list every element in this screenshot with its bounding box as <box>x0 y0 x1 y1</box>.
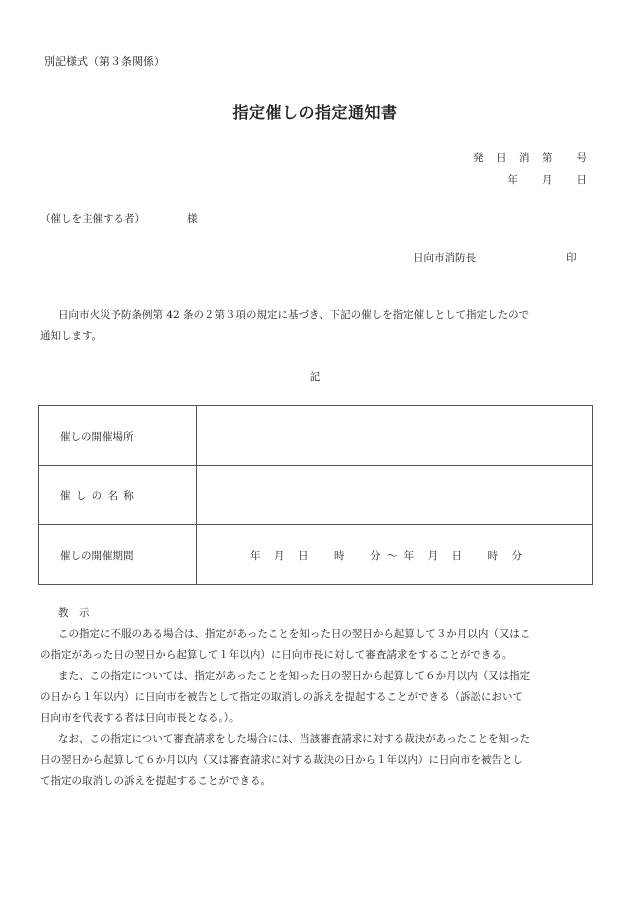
table-border-right <box>592 405 593 585</box>
notice-p3-line-1: なお、この指定について審査請求をした場合には、当該審査請求に対する裁決があったことを知った <box>58 733 531 745</box>
notice-p2-line-2: の日から１年以内）に日向市を被告として指定の取消しの訴えを提起することができる（訴訟において <box>40 691 523 703</box>
table-row-divider <box>38 524 593 525</box>
addressee-label: （催しを主催する者） <box>40 213 145 225</box>
table-border-left <box>38 405 39 585</box>
ki-heading: 記 <box>309 371 321 383</box>
notice-heading: 教 示 <box>58 607 90 619</box>
row-label-period: 催しの開催期間 <box>60 550 134 562</box>
notice-p1-line-2: の指定があった日の翌日から起算して１年以内）に日向市長に対して審査請求をすることができる。 <box>40 649 513 661</box>
row-label-event-name: 催 し の 名 称 <box>60 490 135 502</box>
issuer-name: 日向市消防長 <box>413 252 476 264</box>
date-line: 年 月 日 <box>507 174 588 186</box>
table-row-divider <box>38 465 593 466</box>
table-border-bottom <box>38 584 593 585</box>
seal-mark: 印 <box>566 252 577 264</box>
row-label-venue: 催しの開催場所 <box>60 431 134 443</box>
notice-section <box>40 603 600 792</box>
body-line-1: 日向市火災予防条例第 42 条の２第３項の規定に基づき、下記の催しを指定催しとして指定したので <box>58 309 530 321</box>
body-line-2: 通知します。 <box>40 330 103 342</box>
addressee-honorific: 様 <box>187 213 198 225</box>
notice-p2-line-1: また、この指定については、指定があったことを知った日の翌日から起算して６か月以内（又は指定 <box>58 670 531 682</box>
form-label: 別記様式（第３条関係） <box>44 55 165 68</box>
row-value-period: 年 月 日 時 分 〜 年 月 日 時 分 <box>250 550 524 562</box>
document-number-line: 発 日 消 第 号 <box>473 152 588 164</box>
notice-p3-line-2: 日の翌日から起算して６か月以内（又は審査請求に対する裁決の日から１年以内）に日向市を被告とし <box>40 754 523 766</box>
notice-p1-line-1: この指定に不服のある場合は、指定があったことを知った日の翌日から起算して３か月以内（又はこ <box>58 628 531 640</box>
body-paragraph <box>40 305 600 347</box>
page-title: 指定催しの指定通知書 <box>232 103 398 122</box>
notice-p2-line-3: 日向市を代表する者は日向市長となる。）。 <box>40 712 240 724</box>
table-column-divider <box>196 405 197 585</box>
table-border-top <box>38 405 593 406</box>
notice-p3-line-3: て指定の取消しの訴えを提起することができる。 <box>40 775 271 787</box>
